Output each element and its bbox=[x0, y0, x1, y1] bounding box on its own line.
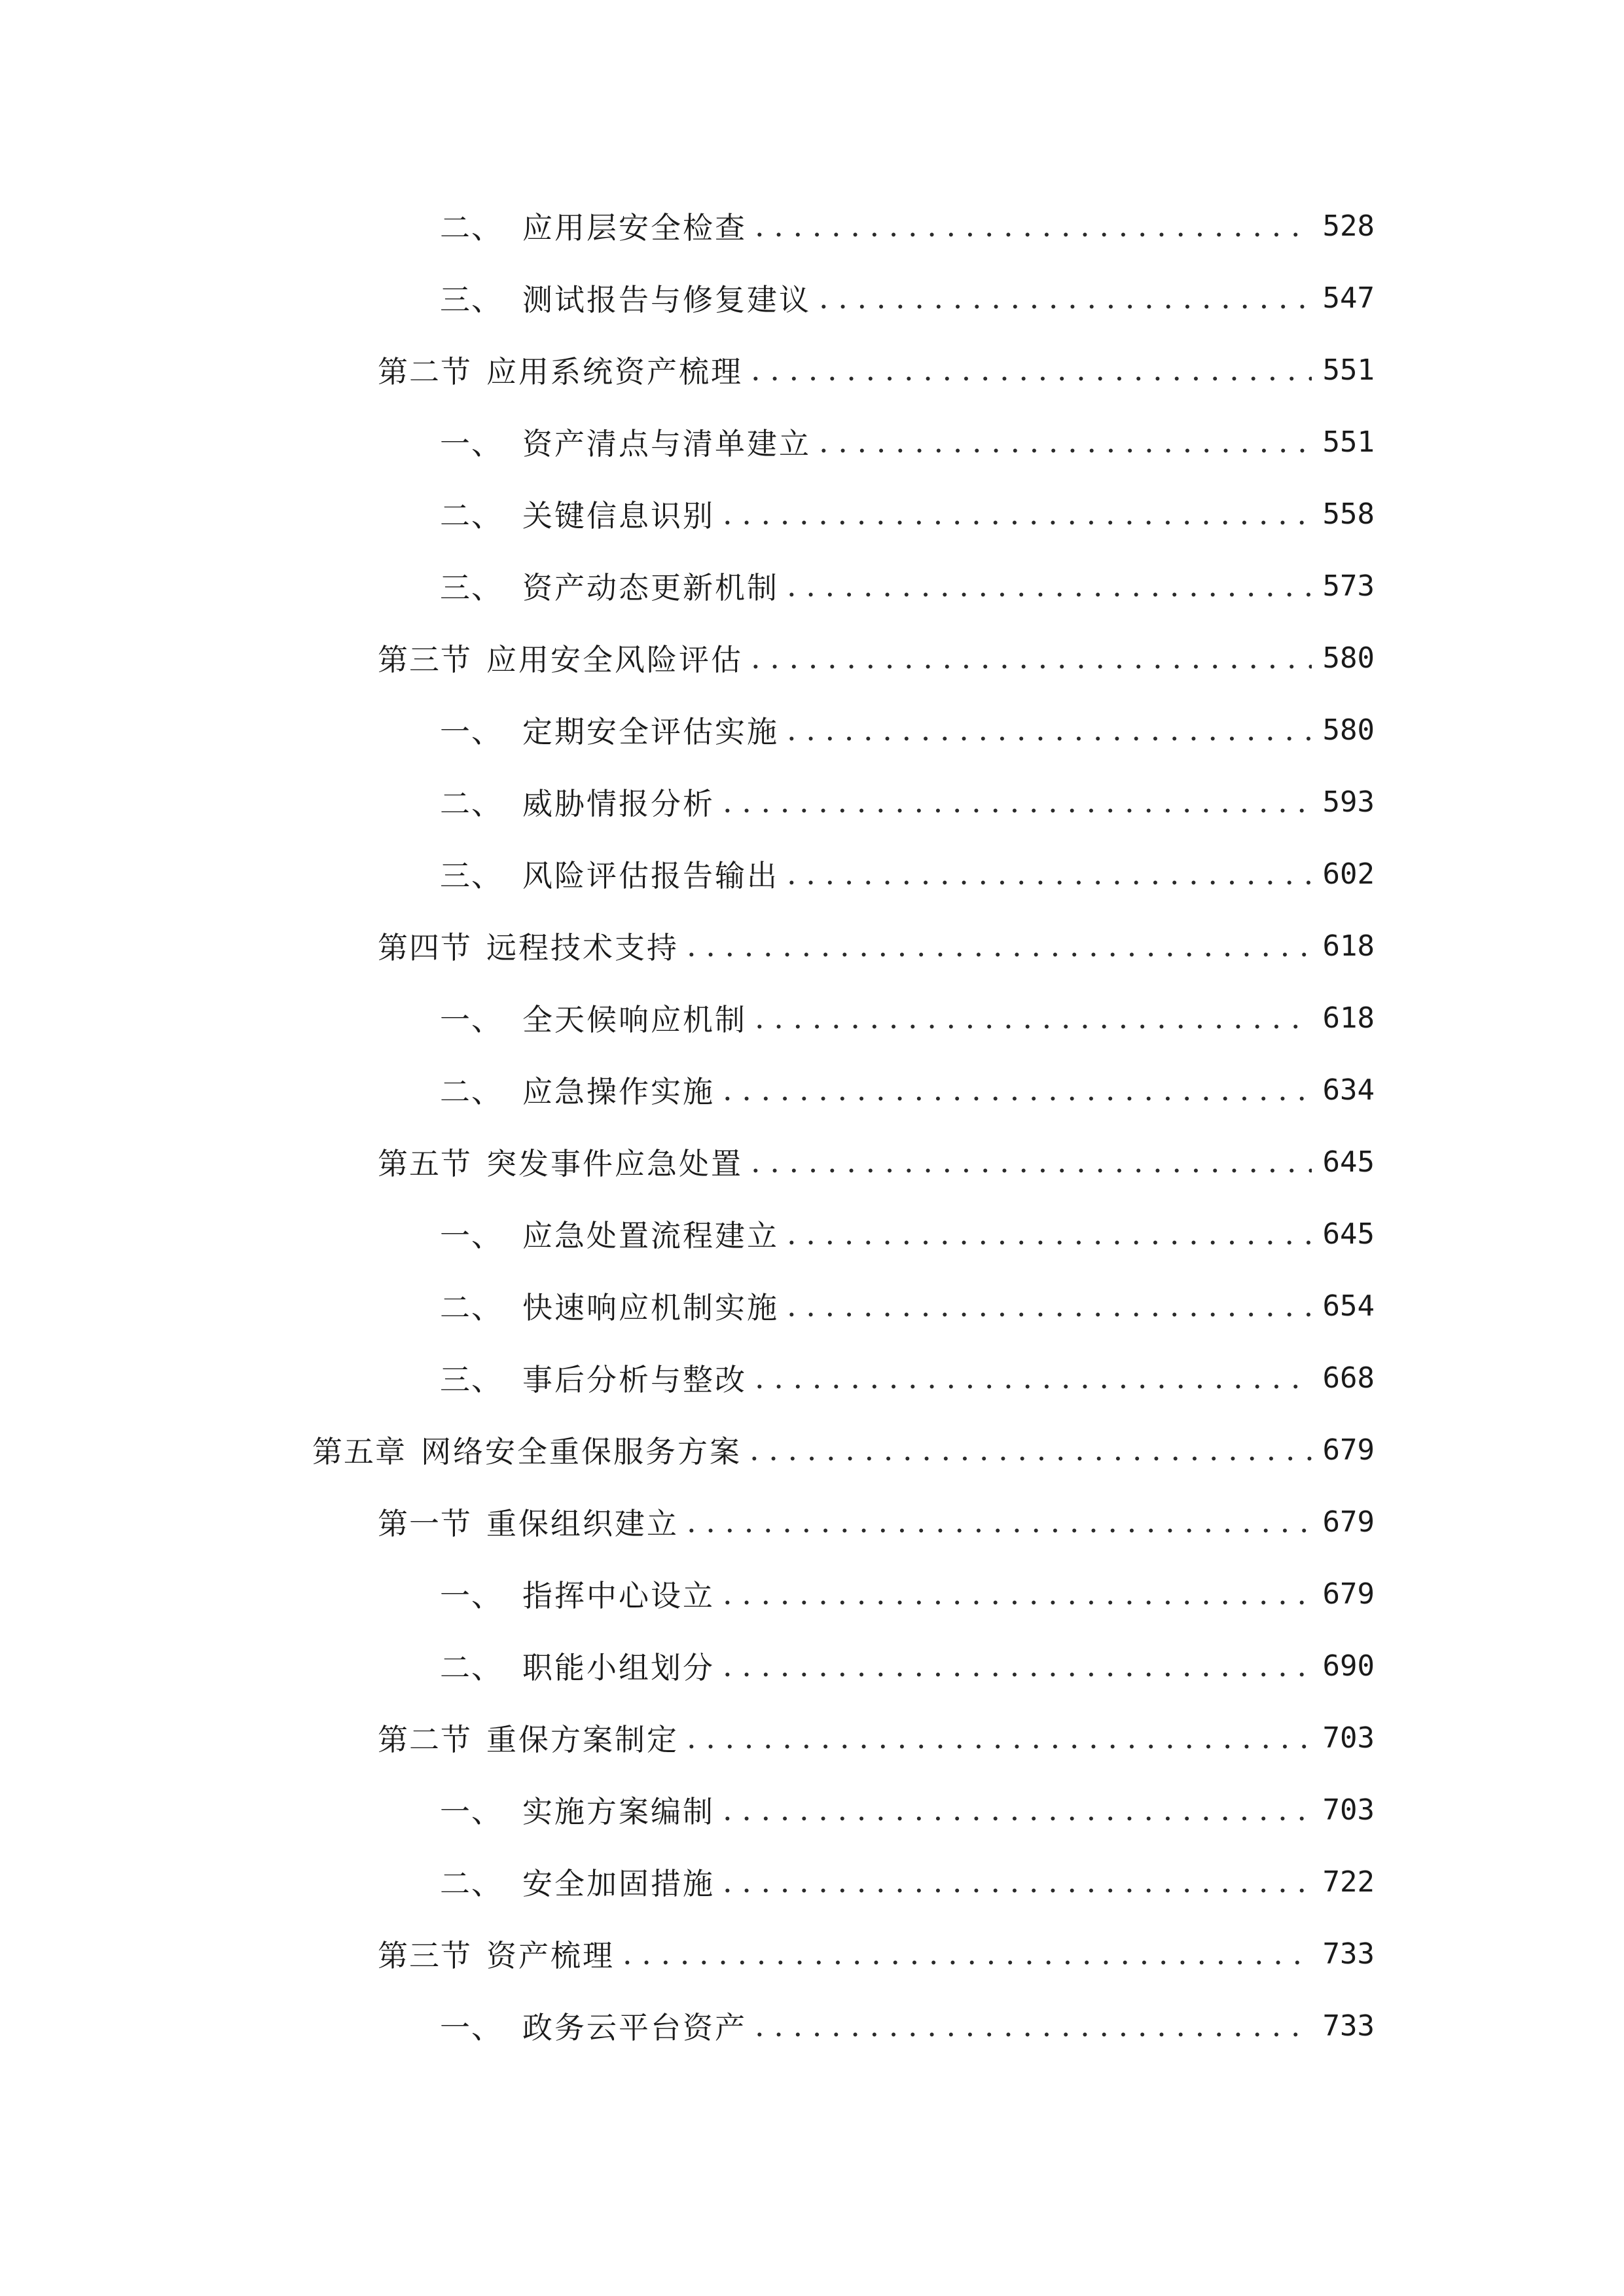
entry-title: 指挥中心设立 bbox=[522, 1578, 715, 1613]
dot-leader bbox=[751, 640, 1312, 675]
entry-title: 威胁情报分析 bbox=[522, 786, 715, 821]
entry-title: 远程技术支持 bbox=[486, 930, 679, 965]
toc-entry[interactable] bbox=[440, 1564, 1375, 1623]
entry-number: 第四节 bbox=[378, 930, 472, 965]
toc-entry[interactable] bbox=[378, 340, 1375, 399]
toc-entry[interactable] bbox=[440, 1996, 1375, 2055]
page-number: 634 bbox=[1322, 1073, 1375, 1107]
page-number: 654 bbox=[1322, 1289, 1375, 1323]
dot-leader bbox=[687, 928, 1312, 963]
toc-entry[interactable] bbox=[440, 484, 1375, 543]
dot-leader bbox=[723, 1792, 1312, 1827]
toc-entry[interactable] bbox=[378, 1708, 1375, 1767]
page-number: 573 bbox=[1322, 569, 1375, 603]
entry-title: 实施方案编制 bbox=[522, 1794, 715, 1829]
entry-title: 网络安全重保服务方案 bbox=[421, 1434, 742, 1469]
toc-entry[interactable] bbox=[378, 1924, 1375, 1983]
entry-title: 关键信息识别 bbox=[522, 498, 715, 533]
entry-title: 快速响应机制实施 bbox=[522, 1290, 779, 1325]
entry-number: 一、 bbox=[440, 1218, 503, 1253]
entry-number: 二、 bbox=[440, 1074, 503, 1109]
entry-number: 二、 bbox=[440, 786, 503, 821]
toc-entry[interactable] bbox=[440, 772, 1375, 831]
entry-number: 一、 bbox=[440, 1794, 503, 1829]
page-number: 733 bbox=[1322, 1937, 1375, 1971]
dot-leader bbox=[787, 856, 1312, 891]
page-number: 722 bbox=[1322, 1865, 1375, 1899]
entry-number: 第三节 bbox=[378, 1938, 472, 1973]
dot-leader bbox=[723, 1072, 1312, 1107]
entry-number: 一、 bbox=[440, 2010, 503, 2045]
toc-entry[interactable] bbox=[378, 1492, 1375, 1551]
entry-number: 二、 bbox=[440, 1650, 503, 1685]
entry-title: 应用安全风险评估 bbox=[486, 642, 743, 677]
entry-number: 二、 bbox=[440, 1290, 503, 1325]
entry-title: 风险评估报告输出 bbox=[522, 858, 779, 893]
entry-title: 应急处置流程建立 bbox=[522, 1218, 779, 1253]
entry-number: 一、 bbox=[440, 1002, 503, 1037]
page-number: 703 bbox=[1322, 1721, 1375, 1755]
toc-entry[interactable] bbox=[440, 1060, 1375, 1119]
entry-title: 职能小组划分 bbox=[522, 1650, 715, 1685]
dot-leader bbox=[819, 424, 1312, 459]
page-number: 547 bbox=[1322, 281, 1375, 315]
entry-title: 突发事件应急处置 bbox=[486, 1146, 743, 1181]
entry-title: 重保方案制定 bbox=[486, 1722, 679, 1757]
page-number: 690 bbox=[1322, 1649, 1375, 1683]
entry-number: 二、 bbox=[440, 210, 503, 245]
entry-number: 一、 bbox=[440, 714, 503, 749]
dot-leader bbox=[723, 1648, 1312, 1683]
page-number: 528 bbox=[1322, 209, 1375, 243]
dot-leader bbox=[755, 2008, 1312, 2043]
toc-entry[interactable] bbox=[440, 1276, 1375, 1335]
toc-entry[interactable] bbox=[440, 556, 1375, 615]
page-number: 602 bbox=[1322, 857, 1375, 891]
entry-title: 应用系统资产梳理 bbox=[486, 354, 743, 389]
entry-title: 定期安全评估实施 bbox=[522, 714, 779, 749]
page-number: 618 bbox=[1322, 929, 1375, 963]
dot-leader bbox=[723, 784, 1312, 819]
entry-title: 资产梳理 bbox=[486, 1938, 615, 1973]
page-number: 703 bbox=[1322, 1793, 1375, 1827]
entry-number: 二、 bbox=[440, 1866, 503, 1901]
entry-number: 第二节 bbox=[378, 354, 472, 389]
entry-number: 三、 bbox=[440, 282, 503, 317]
toc-entry[interactable] bbox=[440, 412, 1375, 471]
entry-number: 第五节 bbox=[378, 1146, 472, 1181]
page-number: 551 bbox=[1322, 353, 1375, 387]
page-number: 668 bbox=[1322, 1361, 1375, 1395]
entry-number: 第三节 bbox=[378, 642, 472, 677]
toc-entry[interactable] bbox=[440, 1348, 1375, 1407]
toc-entry[interactable] bbox=[440, 1636, 1375, 1695]
entry-title: 安全加固措施 bbox=[522, 1866, 715, 1901]
dot-leader bbox=[755, 1000, 1312, 1035]
page-number: 593 bbox=[1322, 785, 1375, 819]
entry-number: 一、 bbox=[440, 426, 503, 461]
page-number: 551 bbox=[1322, 425, 1375, 459]
entry-title: 资产动态更新机制 bbox=[522, 570, 779, 605]
toc-entry[interactable] bbox=[440, 268, 1375, 327]
entry-number: 二、 bbox=[440, 498, 503, 533]
page-number: 679 bbox=[1322, 1577, 1375, 1611]
dot-leader bbox=[755, 1360, 1312, 1395]
page-number: 645 bbox=[1322, 1145, 1375, 1179]
page-number: 679 bbox=[1322, 1433, 1375, 1467]
dot-leader bbox=[751, 352, 1312, 387]
dot-leader bbox=[623, 1936, 1312, 1971]
toc-entry[interactable] bbox=[440, 196, 1375, 255]
entry-number: 三、 bbox=[440, 570, 503, 605]
toc-entry[interactable] bbox=[440, 988, 1375, 1047]
entry-title: 测试报告与修复建议 bbox=[522, 282, 811, 317]
page-number: 645 bbox=[1322, 1217, 1375, 1251]
entry-title: 资产清点与清单建立 bbox=[522, 426, 811, 461]
entry-number: 一、 bbox=[440, 1578, 503, 1613]
toc-entry[interactable] bbox=[378, 1132, 1375, 1191]
toc-entry[interactable] bbox=[440, 1204, 1375, 1263]
entry-number: 第一节 bbox=[378, 1506, 472, 1541]
entry-number: 三、 bbox=[440, 858, 503, 893]
toc-entry[interactable] bbox=[312, 1420, 1375, 1479]
dot-leader bbox=[723, 496, 1312, 531]
dot-leader bbox=[687, 1504, 1312, 1539]
page-number: 580 bbox=[1322, 713, 1375, 747]
entry-title: 重保组织建立 bbox=[486, 1506, 679, 1541]
toc-entry[interactable] bbox=[440, 844, 1375, 903]
page-number: 618 bbox=[1322, 1001, 1375, 1035]
page-number: 679 bbox=[1322, 1505, 1375, 1539]
dot-leader bbox=[755, 208, 1312, 243]
dot-leader bbox=[723, 1576, 1312, 1611]
dot-leader bbox=[723, 1864, 1312, 1899]
entry-number: 第五章 bbox=[312, 1434, 406, 1469]
dot-leader bbox=[687, 1720, 1312, 1755]
entry-title: 全天候响应机制 bbox=[522, 1002, 747, 1037]
entry-title: 政务云平台资产 bbox=[522, 2010, 747, 2045]
page-number: 558 bbox=[1322, 497, 1375, 531]
entry-title: 应用层安全检查 bbox=[522, 210, 747, 245]
entry-number: 第二节 bbox=[378, 1722, 472, 1757]
page-number: 733 bbox=[1322, 2009, 1375, 2043]
dot-leader bbox=[751, 1144, 1312, 1179]
entry-number: 三、 bbox=[440, 1362, 503, 1397]
dot-leader bbox=[787, 712, 1312, 747]
toc-entry[interactable] bbox=[440, 1780, 1375, 1839]
dot-leader bbox=[787, 568, 1312, 603]
dot-leader bbox=[749, 1432, 1312, 1467]
toc-entry[interactable] bbox=[440, 700, 1375, 759]
entry-title: 应急操作实施 bbox=[522, 1074, 715, 1109]
dot-leader bbox=[787, 1216, 1312, 1251]
toc-entry[interactable] bbox=[440, 1852, 1375, 1911]
entry-title: 事后分析与整改 bbox=[522, 1362, 747, 1397]
toc-entry[interactable] bbox=[378, 916, 1375, 975]
page-number: 580 bbox=[1322, 641, 1375, 675]
toc-entry[interactable] bbox=[378, 628, 1375, 687]
dot-leader bbox=[787, 1288, 1312, 1323]
dot-leader bbox=[819, 280, 1312, 315]
